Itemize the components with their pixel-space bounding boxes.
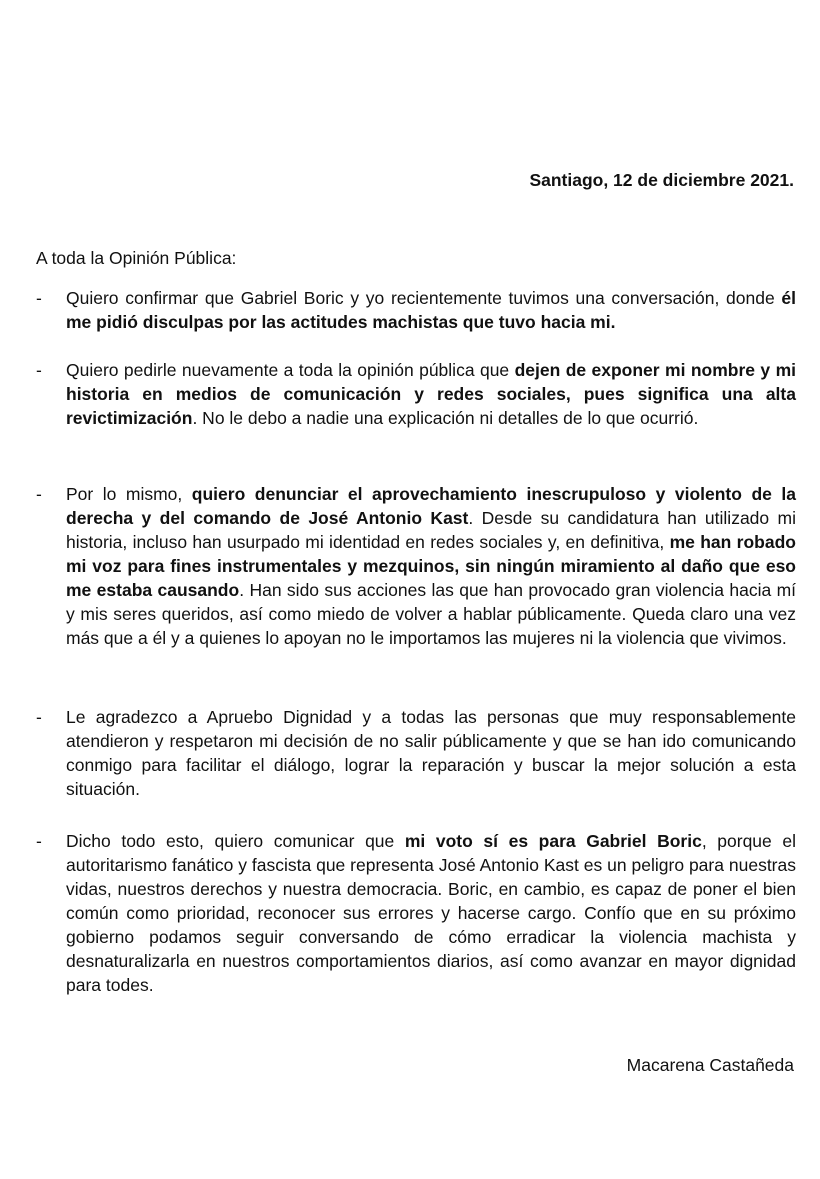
text-segment: . No le debo a nadie una explicación ni detalles de lo que ocurrió. — [192, 408, 699, 428]
bold-segment: quiero denunciar el aprovechamiento inescrupuloso y violento de la derecha y del comando de José Antonio Kast — [66, 484, 796, 528]
bullet-dash: - — [36, 288, 42, 308]
text-segment: . Desde su candidatura han utilizado mi historia, incluso han usurpado mi identidad en redes sociales y, en definitiva, — [66, 508, 796, 552]
text-segment: . Han sido sus acciones las que han provocado gran violencia hacia mí y mis seres queridos, así como miedo de volver a hablar públicamente. Queda claro una vez más que a él y a quienes lo apoyan no le importamos las mujeres ni la violencia que vivimos. — [66, 580, 797, 648]
signature: Macarena Castañeda — [626, 1055, 794, 1075]
bold-segment: dejen de exponer mi nombre y mi historia en medios de comunicación y redes sociales, pues significa una alta revictimización — [66, 360, 796, 428]
bullet-dash: - — [36, 707, 42, 727]
letter-greeting: A toda la Opinión Pública: — [36, 248, 237, 268]
text-segment: Por lo mismo, — [66, 484, 192, 504]
text-segment: Quiero confirmar que Gabriel Boric y yo recientemente tuvimos una conversación, donde — [66, 288, 782, 308]
paragraph — [66, 482, 796, 650]
bold-segment: me han robado mi voz para fines instrumentales y mezquinos, sin ningún miramiento al daño que eso me estaba causando — [66, 532, 796, 600]
bullet-dash: - — [36, 360, 42, 380]
bullet-dash: - — [36, 831, 42, 851]
text-segment: , porque el autoritarismo fanático y fascista que representa José Antonio Kast es un peligro para nuestras vidas, nuestros derechos y nuestra democracia. Boric, en cambio, es capaz de poner el bien común como prioridad, reconocer sus errores y hacerse cargo. Confío que en su próximo gobierno podamos seguir conversando de cómo erradicar la violencia machista y desnaturalizarla en nuestros comportamientos diarios, así como avanzar en mayor dignidad para todes. — [66, 831, 796, 995]
letter-date: Santiago, 12 de diciembre 2021. — [529, 170, 794, 190]
bold-segment: mi voto sí es para Gabriel Boric — [404, 831, 702, 851]
paragraph — [66, 829, 796, 997]
paragraph — [66, 286, 796, 334]
paragraph — [66, 705, 796, 801]
paragraph — [66, 358, 796, 430]
bold-segment: él me pidió disculpas por las actitudes machistas que tuvo hacia mi. — [66, 288, 796, 332]
bullet-dash: - — [36, 484, 42, 504]
text-segment: Quiero pedirle nuevamente a toda la opinión pública que — [66, 360, 515, 380]
text-segment: Dicho todo esto, quiero comunicar que — [66, 831, 405, 851]
text-segment: Le agradezco a Apruebo Dignidad y a todas las personas que muy responsablemente atendieron y respetaron mi decisión de no salir públicamente y que se han ido comunicando conmigo para facilitar el diálogo, lograr la reparación y buscar la mejor solución a esta situación. — [66, 707, 796, 799]
